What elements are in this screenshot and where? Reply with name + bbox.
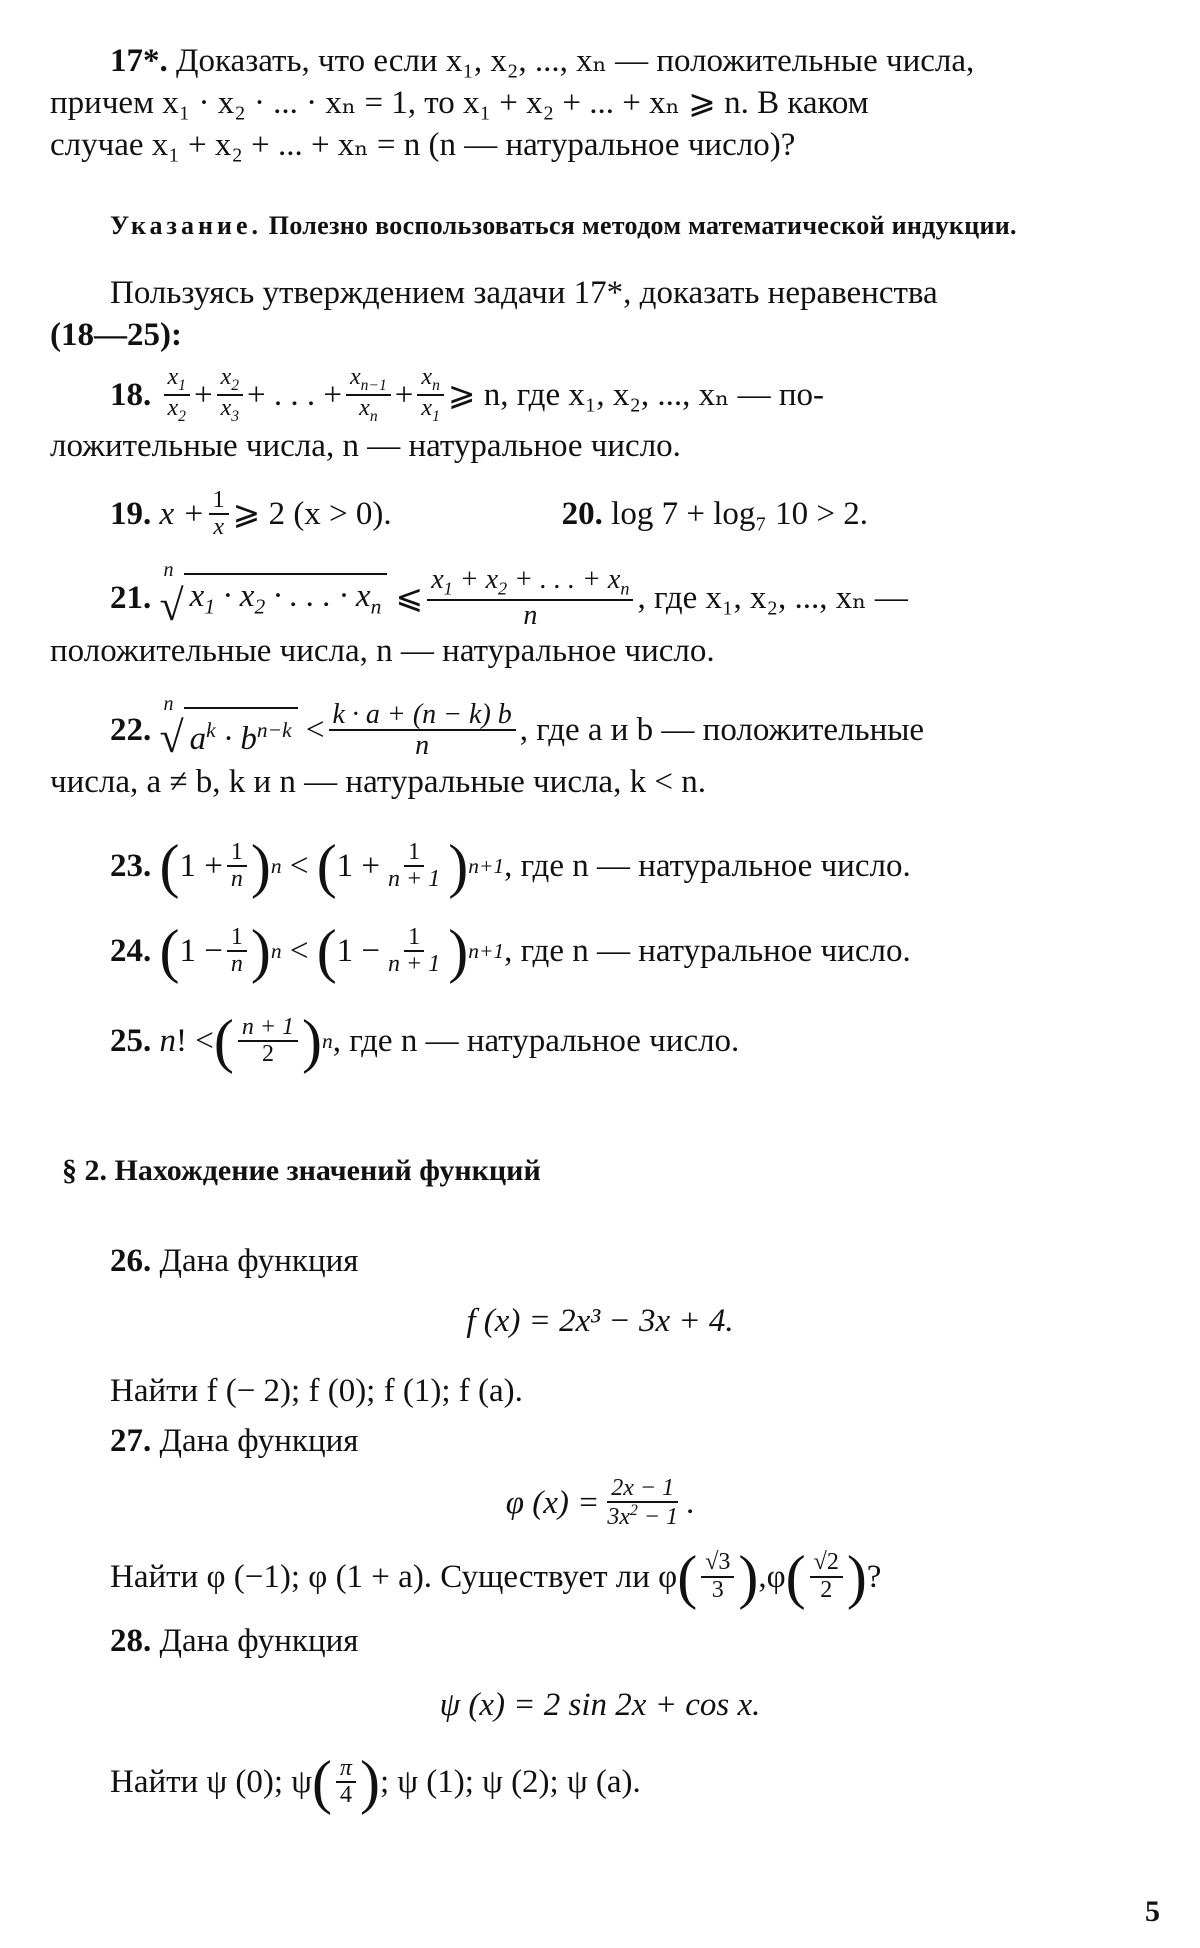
problem-text: Дана функция [159, 1243, 359, 1279]
problem-text: ⩾ n, где x₁, x₂, ..., xₙ — по- [447, 377, 825, 414]
problem-26 [50, 1240, 1150, 1412]
fraction: $\frac{1}{n}$ [227, 925, 247, 977]
fraction: $\frac{√2}{2}$ [810, 1550, 843, 1602]
fraction: $\frac{2x - 1}{3x^2 - 1}$ [607, 1475, 679, 1531]
problem-text: Доказать, что если x₁, x₂, ..., xₙ — положительные числа, [176, 43, 975, 79]
problem-text: , где n — натуральное число. [504, 848, 911, 885]
fraction: $\frac{1}{x}$ [209, 488, 229, 540]
intro [50, 272, 1150, 356]
problem-text: log 7 + log₇ 10 > 2. [611, 496, 868, 533]
radical: n √ $a^k \cdot b^{n-k}$ [160, 701, 298, 760]
problem-number: 28. [110, 1623, 152, 1659]
hint-label: Указание. [110, 211, 262, 240]
problem-number: 25. [110, 1023, 152, 1060]
problem-number: 22. [110, 712, 152, 749]
problem-23: 23. ( 1 + $\frac{1}{n}$ ) n < ( 1 + $\frac{1}{n + 1}$ ) n+1 , где n — натуральное число. [110, 833, 911, 900]
fraction: $\frac{√3}{3}$ [701, 1550, 734, 1602]
problem-text: числа, a ≠ b, k и n — натуральные числа, k < n. [50, 763, 706, 800]
problem-text: , где x₁, x₂, ..., xₙ — [637, 579, 908, 616]
problem-number: 24. [110, 933, 152, 970]
formula: f (x) = 2x³ − 3x + 4. [466, 1303, 734, 1339]
section-heading: § 2. Нахождение значений функций [62, 1154, 541, 1187]
problem-text: Найти ψ (0); ψ [110, 1764, 312, 1801]
problem-text: Дана функция [159, 1423, 359, 1459]
problem-text: x + [159, 496, 205, 533]
fraction: $\frac{1}{n + 1}$ [388, 839, 441, 893]
problem-text: ⩾ 2 (x > 0). [232, 496, 392, 533]
fraction: $\frac{k \cdot a + (n - k) b}{n}$ [329, 700, 516, 761]
problem-text: Дана функция [159, 1623, 359, 1659]
problems-19-20 [50, 488, 1150, 540]
problem-number: 26. [110, 1243, 152, 1279]
fraction: $\frac{1}{n + 1}$ [388, 924, 441, 978]
problem-28: 28. Дана функция ψ (x) = 2 sin 2x + cos x. Найти ψ (0); ψ ( $\frac{\pi}{4}$ ) ; ψ (1); ψ (2); ψ (a). [50, 1620, 1150, 1808]
problem-text: случае x₁ + x₂ + ... + xₙ = n (n — натуральное число)? [50, 127, 796, 163]
problem-25: 25. n ! < ( $\frac{n + 1}{2}$ ) n , где n — натуральное число. [110, 1008, 740, 1075]
problem-text: ложительные числа, n — натуральное число. [50, 428, 681, 465]
fraction: $\frac{x_{n-1}}{x_n}$ [346, 365, 391, 425]
problem-text: , где n — натуральное число. [504, 933, 911, 970]
problem-number: 17*. [110, 43, 168, 79]
problem-number: 18. [110, 377, 152, 414]
problem-21: 21. n √ $x_1 \cdot x_2$ · . . . · $x_n$ ⩽ $\frac{x_1 + x_2 + . . . + x_n}{n}$ , где x₁, x₂, ..., xₙ — положительные числа, n — натуральное число. [50, 565, 1150, 672]
problem-text: , где n — натуральное число. [332, 1023, 740, 1060]
fraction: $\frac{x_1}{x_2}$ [164, 365, 190, 425]
problem-text: Найти f (− 2); f (0); f (1); f (a). [110, 1373, 523, 1409]
problem-text: положительные числа, n — натуральное число. [50, 633, 715, 670]
problem-text: , где a и b — положительные [519, 712, 925, 749]
problem-text: Найти φ (−1); φ (1 + a). Существует ли φ [110, 1558, 678, 1595]
problem-text: ; ψ (1); ψ (2); ψ (a). [379, 1764, 641, 1801]
problem-number: 27. [110, 1423, 152, 1459]
hint-text: Полезно воспользоваться методом математической индукции. [268, 211, 1017, 240]
problem-18: 18. $\frac{x_1}{x_2}$ + $\frac{x_2}{x_3}$ + . . . + $\frac{x_{n-1}}{x_n}$ + $\frac{x_n}{x_1}$ ⩾ n, где x₁, x₂, ..., xₙ — по- ложительные числа, n — натуральное число. [50, 365, 1150, 467]
fraction: $\frac{x_1 + x_2 + . . . + x_n}{n}$ [427, 565, 633, 630]
formula: φ (x) = $\frac{2x - 1}{3x^2 - 1}$ . [505, 1475, 695, 1531]
hint [50, 205, 1200, 247]
problem-number: 21. [110, 579, 152, 616]
fraction: $\frac{\pi}{4}$ [336, 1756, 356, 1808]
problem-number: 19. [110, 496, 152, 533]
formula: ψ (x) = 2 sin 2x + cos x. [439, 1687, 761, 1723]
fraction: $\frac{n + 1}{2}$ [238, 1015, 298, 1067]
problem-22: 22. n √ $a^k \cdot b^{n-k}$ < $\frac{k \cdot a + (n - k) b}{n}$ , где a и b — положительные числа, a ≠ b, k и n — натуральные числа, k < n. [50, 700, 1150, 803]
problem-27: 27. Дана функция φ (x) = $\frac{2x - 1}{3x^2 - 1}$ . Найти φ (−1); φ (1 + a). Существует ли φ ( $\frac{√3}{3}$ ) , φ ( $\frac{√2}{2}$ ) ? [50, 1420, 1150, 1603]
problem-text: причем x₁ · x₂ · ... · xₙ = 1, то x₁ + x₂ + ... + xₙ ⩾ n. В каком [50, 85, 869, 121]
intro-text: Пользуясь утверждением задачи 17*, доказать неравенства [110, 275, 938, 311]
problem-text: ? [866, 1558, 882, 1595]
fraction: $\frac{x_2}{x_3}$ [217, 365, 243, 425]
problem-number: 23. [110, 848, 152, 885]
fraction: $\frac{x_n}{x_1}$ [417, 365, 443, 425]
problem-number: 20. [561, 496, 603, 533]
fraction: $\frac{1}{n}$ [227, 840, 247, 892]
problem-24: 24. ( 1 − $\frac{1}{n}$ ) n < ( 1 − $\frac{1}{n + 1}$ ) n+1 , где n — натуральное число. [110, 918, 911, 985]
intro-range: (18—25): [50, 317, 182, 353]
page-number: 5 [1145, 1895, 1160, 1928]
radical: n √ $x_1 \cdot x_2$ · . . . · $x_n$ [160, 567, 388, 628]
problem-17 [50, 40, 1150, 166]
